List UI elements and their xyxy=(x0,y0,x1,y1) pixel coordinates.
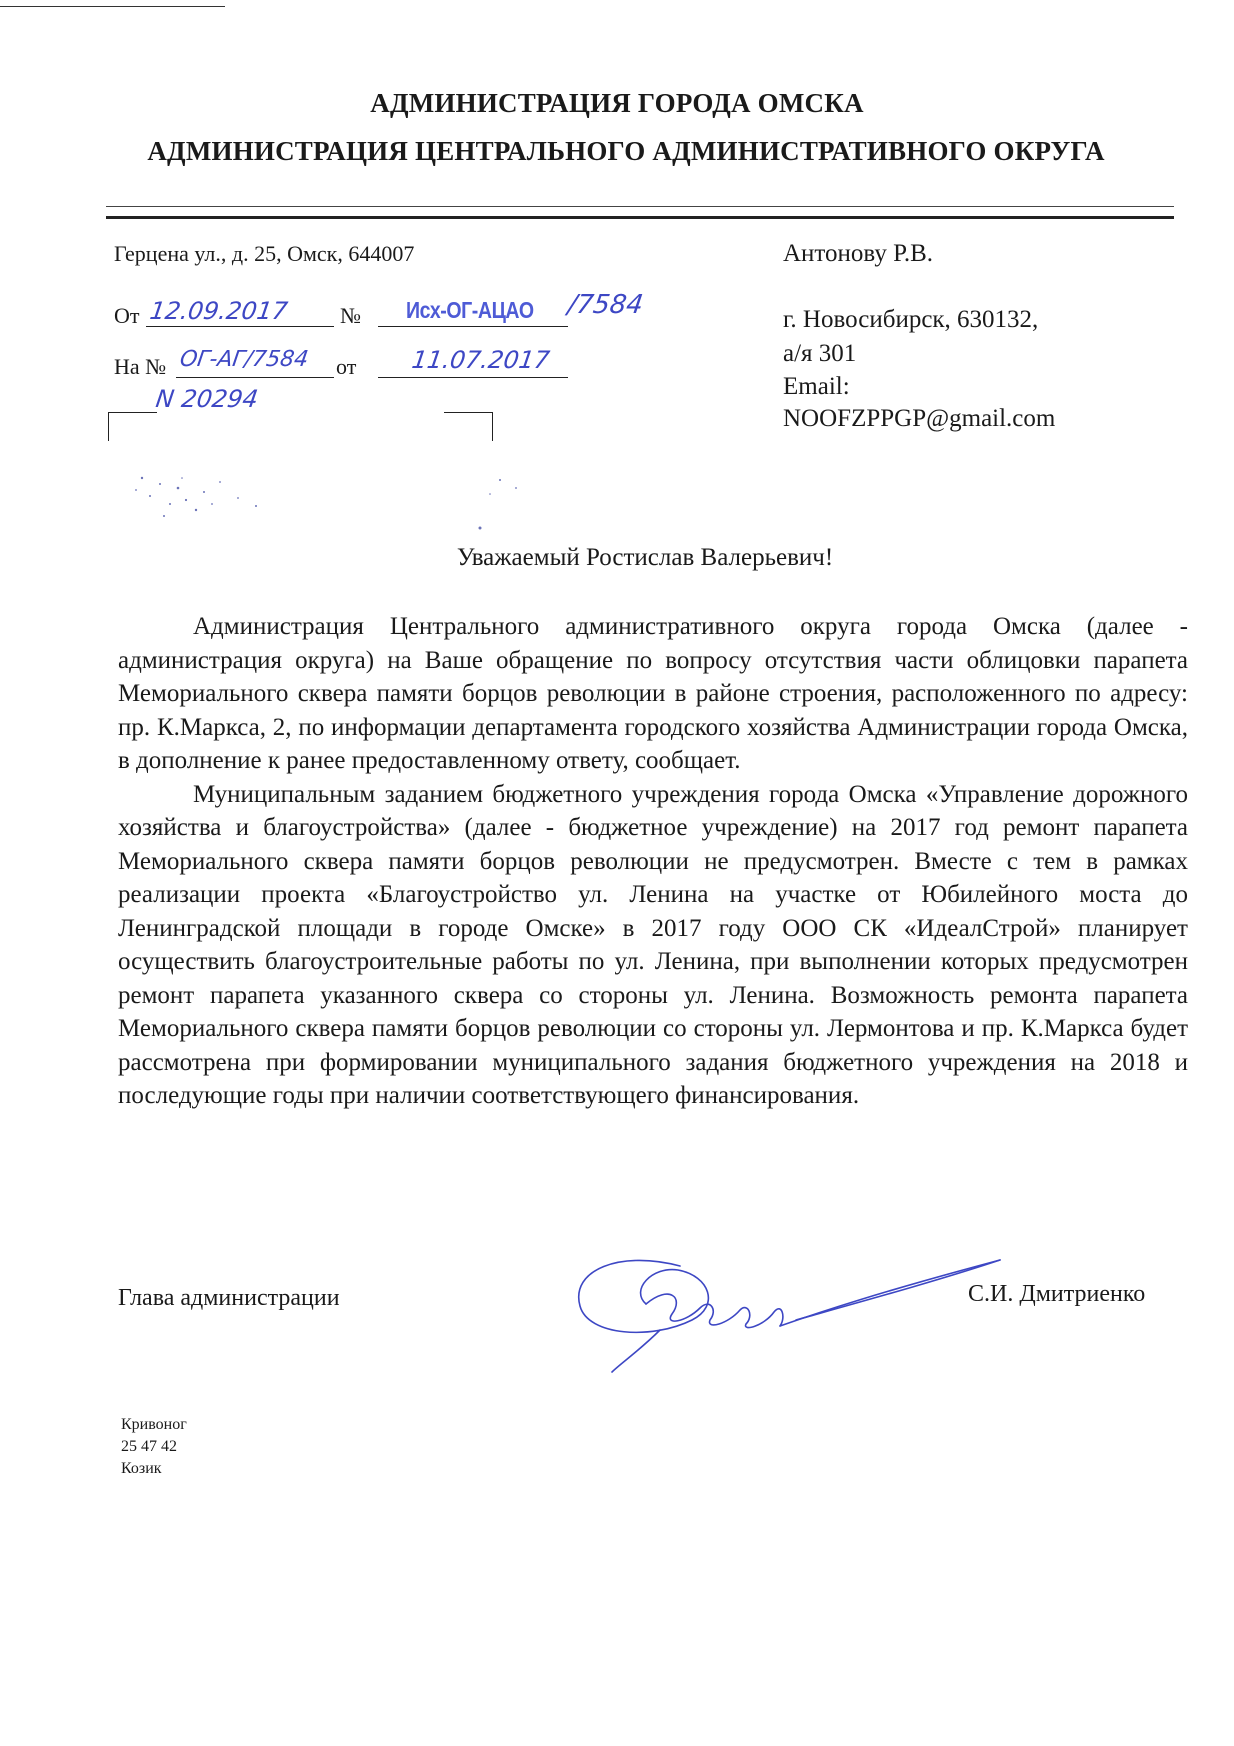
number-underline xyxy=(378,326,568,327)
from-label: От xyxy=(114,303,140,328)
recipient-city: г. Новосибирск, 630132, xyxy=(783,306,1039,333)
outgoing-suffix-handwritten: /7584 xyxy=(565,290,646,320)
reply-date-handwritten: 11.07.2017 xyxy=(410,346,552,374)
from-date-underline xyxy=(146,326,334,327)
from-date-handwritten: 12.09.2017 xyxy=(148,297,290,325)
recipient-email-label: Email: xyxy=(783,373,850,400)
recipient-name: Антонову Р.В. xyxy=(783,240,934,267)
address-zone-corner-left xyxy=(108,412,157,441)
recipient-pobox: а/я 301 xyxy=(783,340,857,367)
recipient-email: NOOFZPPGP@gmail.com xyxy=(783,405,1056,432)
body-paragraph-1: Администрация Центрального административного округа города Омска (далее - администрация округа) на Ваше обращение по вопросу отсутствия части облицовки парапета Мемориального сквера памяти борцов революции в районе строения, расположенного по адресу: пр. К.Маркса, 2, по информации департамента городского хозяйства Администрации города Омска, в дополнение к ранее предоставленному ответу, сообщает. xyxy=(118,613,1188,774)
registration-number-handwritten: N 20294 xyxy=(154,385,260,413)
number-label: № xyxy=(340,303,361,328)
reply-from-label: от xyxy=(336,354,357,379)
signer-position: Глава администрации xyxy=(118,1285,340,1311)
reply-number-underline xyxy=(176,377,334,378)
sender-address: Герцена ул., д. 25, Омск, 644007 xyxy=(114,241,415,266)
executor-phone: 25 47 42 xyxy=(121,1438,177,1455)
greeting: Уважаемый Ростислав Валерьевич! xyxy=(456,544,834,571)
org-title: АДМИНИСТРАЦИЯ ГОРОДА ОМСКА xyxy=(370,88,864,118)
scan-edge-mark xyxy=(0,6,225,7)
header-rule-thick xyxy=(106,216,1174,219)
reply-date-underline xyxy=(378,377,568,378)
executor-name: Кривоног xyxy=(121,1416,187,1433)
letter-body xyxy=(118,610,1188,1113)
executor-name-2: Козик xyxy=(121,1460,162,1477)
org-subtitle: АДМИНИСТРАЦИЯ ЦЕНТРАЛЬНОГО АДМИНИСТРАТИВНОГО ОКРУГА xyxy=(147,136,1105,166)
body-paragraph-2: Муниципальным заданием бюджетного учреждения города Омска «Управление дорожного хозяйства и благоустройства» (далее - бюджетное учреждение) на 2017 год ремонт парапета Мемориального сквера памяти борцов революции не предусмотрен. Вместе с тем в рамках реализации проекта «Благоустройство ул. Ленина на участке от Юбилейного моста до Ленинградской площади в городе Омске» в 2017 году ООО СК «ИдеалСтрой» планирует осуществить благоустроительные работы по ул. Ленина, при выполнении которых предусмотрен ремонт парапета указанного сквера со стороны ул. Ленина. Возможность ремонта парапета Мемориального сквера памяти борцов революции со стороны ул. Лермонтова и пр. К.Маркса будет рассмотрена при формировании муниципального задания бюджетного учреждения на 2018 и последующие годы при наличии соответствующего финансирования. xyxy=(118,780,1188,1109)
signer-name: С.И. Дмитриенко xyxy=(968,1281,1146,1307)
scan-noise xyxy=(120,460,540,540)
outgoing-number-stamp: Исх-ОГ-АЦАО xyxy=(406,297,534,323)
address-zone-corner-right xyxy=(444,412,493,441)
reply-number-handwritten: ОГ-АГ/7584 xyxy=(178,347,310,372)
header-rule-thin xyxy=(106,206,1174,207)
handwritten-signature xyxy=(560,1240,1010,1380)
reply-label: На № xyxy=(114,354,167,379)
